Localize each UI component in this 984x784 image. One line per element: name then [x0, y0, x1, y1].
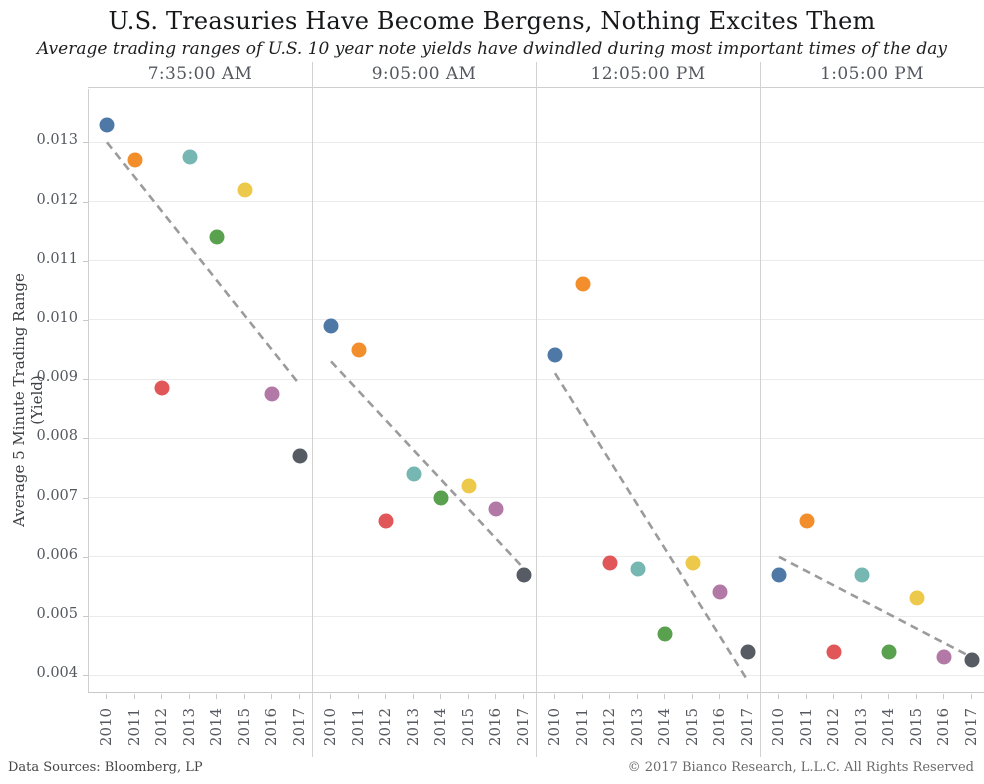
- x-tick-mark: [358, 694, 359, 699]
- data-point-2017[interactable]: [517, 567, 532, 582]
- data-point-2017[interactable]: [293, 449, 308, 464]
- year-label: 2017: [962, 707, 980, 747]
- year-label: 2016: [710, 707, 729, 747]
- y-tick-mark: [83, 675, 88, 676]
- footer-datasource: Data Sources: Bloomberg, LP: [8, 760, 203, 775]
- data-point-2011[interactable]: [351, 342, 366, 357]
- year-label: 2017: [514, 707, 532, 747]
- year-label: 2012: [152, 707, 171, 747]
- x-tick-mark: [582, 694, 583, 699]
- x-tick-mark: [413, 694, 414, 699]
- data-point-2014[interactable]: [434, 490, 449, 505]
- x-tick-mark: [554, 694, 555, 699]
- year-label: 2010: [97, 707, 115, 747]
- y-tick-label: 0.005: [36, 606, 78, 623]
- trend-line: [537, 89, 761, 693]
- year-label: 2013: [403, 707, 422, 747]
- year-label: 2013: [179, 707, 198, 747]
- x-tick-mark: [719, 694, 720, 699]
- x-tick-mark: [833, 694, 834, 699]
- year-label: 2016: [486, 707, 505, 747]
- footer-copyright: © 2017 Bianco Research, L.L.C. All Rights Reserved: [627, 760, 974, 775]
- data-point-2016[interactable]: [489, 502, 504, 517]
- y-tick-mark: [83, 261, 88, 262]
- data-point-2015[interactable]: [237, 182, 252, 197]
- x-tick-mark: [440, 694, 441, 699]
- year-label: 2012: [600, 707, 619, 747]
- x-tick-mark: [134, 694, 135, 699]
- panel: [89, 89, 313, 693]
- y-tick-label: 0.009: [36, 369, 78, 386]
- data-point-2011[interactable]: [799, 514, 814, 529]
- year-label: 2010: [545, 707, 563, 747]
- data-point-2014[interactable]: [658, 626, 673, 641]
- x-tick-mark: [216, 694, 217, 699]
- year-label: 2014: [207, 707, 226, 747]
- data-point-2013[interactable]: [406, 466, 421, 481]
- data-point-2012[interactable]: [379, 514, 394, 529]
- data-point-2011[interactable]: [575, 277, 590, 292]
- panel-separator: [760, 62, 761, 757]
- x-tick-mark: [523, 694, 524, 699]
- x-tick-mark: [664, 694, 665, 699]
- year-label: 2014: [879, 707, 898, 747]
- chart-title: U.S. Treasuries Have Become Bergens, Nothing Excites Them: [108, 7, 876, 35]
- data-point-2010[interactable]: [548, 348, 563, 363]
- data-point-2010[interactable]: [100, 117, 115, 132]
- x-tick-mark: [271, 694, 272, 699]
- x-tick-mark: [637, 694, 638, 699]
- data-point-2015[interactable]: [461, 478, 476, 493]
- data-point-2013[interactable]: [182, 150, 197, 165]
- panel: [537, 89, 761, 693]
- year-label: 2013: [627, 707, 646, 747]
- data-point-2014[interactable]: [882, 644, 897, 659]
- year-label: 2015: [682, 707, 701, 747]
- panel-header: 12:05:00 PM: [590, 64, 706, 84]
- y-tick-label: 0.012: [36, 191, 78, 208]
- y-tick-label: 0.007: [36, 487, 78, 504]
- x-tick-mark: [888, 694, 889, 699]
- x-tick-mark: [385, 694, 386, 699]
- x-tick-mark: [971, 694, 972, 699]
- x-tick-mark: [943, 694, 944, 699]
- data-point-2010[interactable]: [324, 318, 339, 333]
- y-tick-mark: [83, 438, 88, 439]
- data-point-2012[interactable]: [827, 644, 842, 659]
- year-label: 2011: [124, 707, 143, 747]
- data-point-2013[interactable]: [854, 567, 869, 582]
- year-label: 2014: [431, 707, 450, 747]
- data-point-2015[interactable]: [909, 591, 924, 606]
- year-label: 2011: [348, 707, 367, 747]
- year-label: 2017: [738, 707, 756, 747]
- y-tick-mark: [83, 616, 88, 617]
- panel-header: 1:05:00 PM: [820, 64, 924, 84]
- x-tick-mark: [609, 694, 610, 699]
- panel: [761, 89, 984, 693]
- data-point-2011[interactable]: [127, 153, 142, 168]
- trend-line: [761, 89, 984, 693]
- x-tick-mark: [778, 694, 779, 699]
- y-tick-label: 0.013: [36, 132, 78, 149]
- year-label: 2010: [769, 707, 787, 747]
- x-tick-mark: [299, 694, 300, 699]
- data-point-2010[interactable]: [772, 567, 787, 582]
- data-point-2014[interactable]: [210, 230, 225, 245]
- y-axis-label: Average 5 Minute Trading Range (Yield): [10, 273, 46, 527]
- year-label: 2011: [572, 707, 591, 747]
- year-label: 2013: [851, 707, 870, 747]
- chart-subtitle: Average trading ranges of U.S. 10 year note yields have dwindled during most important times of the day: [36, 39, 948, 59]
- data-point-2016[interactable]: [265, 386, 280, 401]
- data-point-2015[interactable]: [685, 555, 700, 570]
- year-label: 2012: [376, 707, 395, 747]
- panel-header: 9:05:00 AM: [371, 64, 477, 84]
- y-tick-mark: [83, 557, 88, 558]
- x-tick-mark: [330, 694, 331, 699]
- year-label: 2012: [824, 707, 843, 747]
- year-label: 2010: [321, 707, 339, 747]
- y-tick-label: 0.008: [36, 428, 78, 445]
- data-point-2016[interactable]: [713, 585, 728, 600]
- data-point-2017[interactable]: [741, 644, 756, 659]
- y-tick-mark: [83, 320, 88, 321]
- x-tick-mark: [861, 694, 862, 699]
- x-tick-mark: [495, 694, 496, 699]
- panel-separator: [536, 62, 537, 757]
- x-tick-mark: [806, 694, 807, 699]
- y-tick-label: 0.004: [36, 665, 78, 682]
- panel-separator: [312, 62, 313, 757]
- data-point-2013[interactable]: [630, 561, 645, 576]
- year-label: 2015: [234, 707, 253, 747]
- y-tick-mark: [83, 142, 88, 143]
- x-tick-mark: [189, 694, 190, 699]
- y-tick-mark: [83, 202, 88, 203]
- year-label: 2011: [796, 707, 815, 747]
- year-label: 2016: [934, 707, 953, 747]
- y-tick-label: 0.010: [36, 309, 78, 326]
- year-label: 2015: [906, 707, 925, 747]
- trend-line: [313, 89, 537, 693]
- x-tick-mark: [916, 694, 917, 699]
- data-point-2012[interactable]: [603, 555, 618, 570]
- year-label: 2014: [655, 707, 674, 747]
- panel: [313, 89, 537, 693]
- x-tick-mark: [161, 694, 162, 699]
- y-tick-mark: [83, 498, 88, 499]
- data-point-2016[interactable]: [937, 650, 952, 665]
- year-label: 2016: [262, 707, 281, 747]
- year-label: 2015: [458, 707, 477, 747]
- x-tick-mark: [692, 694, 693, 699]
- x-tick-mark: [747, 694, 748, 699]
- data-point-2012[interactable]: [155, 381, 170, 396]
- y-tick-label: 0.011: [36, 250, 78, 267]
- year-label: 2017: [290, 707, 308, 747]
- x-tick-mark: [106, 694, 107, 699]
- y-tick-label: 0.006: [36, 546, 78, 563]
- data-point-2017[interactable]: [965, 653, 980, 668]
- panel-header: 7:35:00 AM: [147, 64, 253, 84]
- x-tick-mark: [244, 694, 245, 699]
- y-tick-mark: [83, 379, 88, 380]
- x-tick-mark: [468, 694, 469, 699]
